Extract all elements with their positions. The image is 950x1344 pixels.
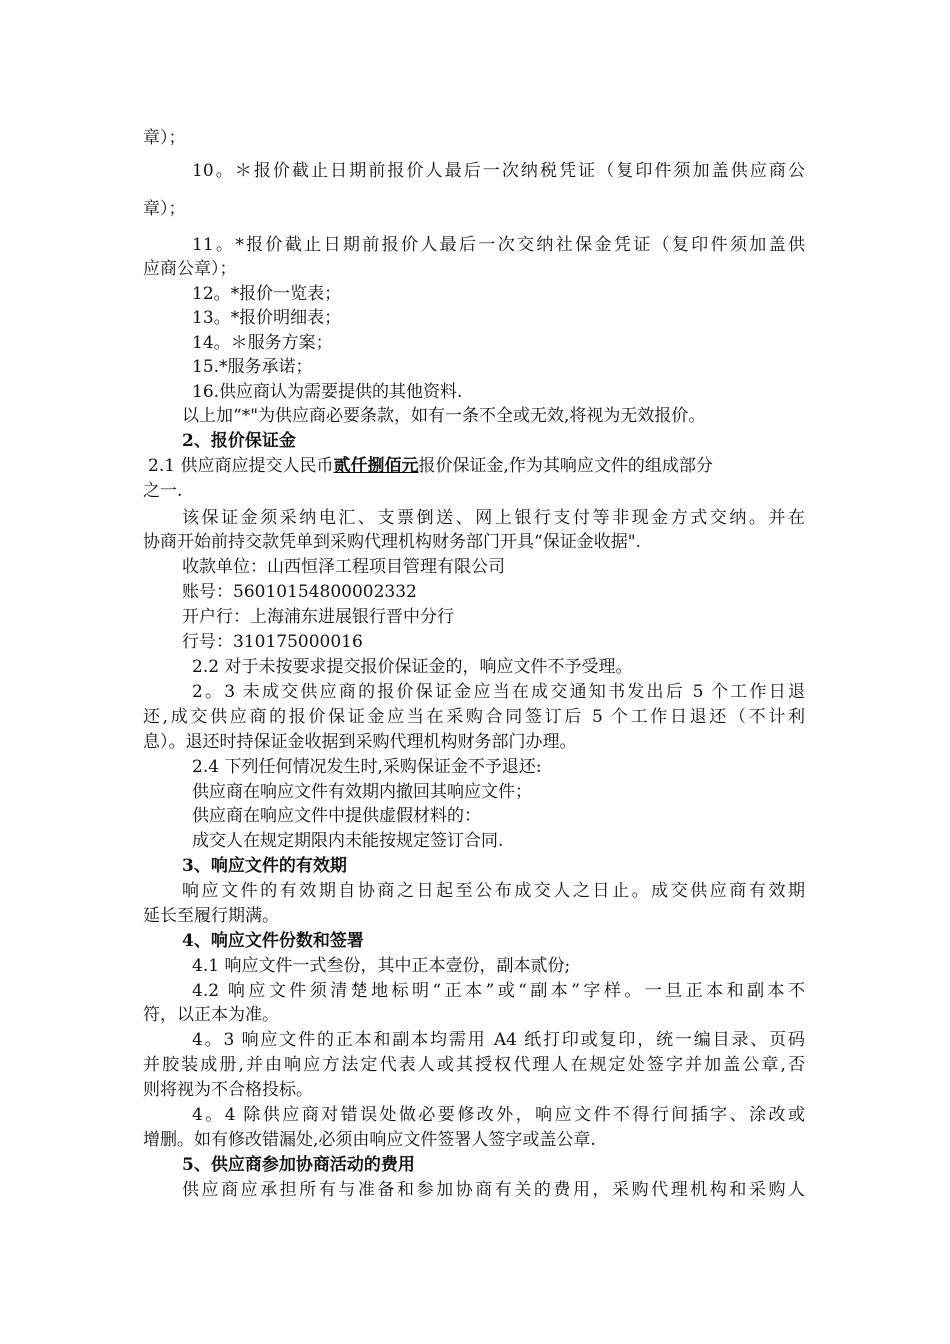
text-line: 息）。退还时持保证金收据到采购代理机构财务部门办理。 <box>143 732 577 752</box>
text-line: 2.4 下列任何情况发生时,采购保证金不予退还: <box>192 757 542 777</box>
text-line: 还,成交供应商的报价保证金应当在采购合同签订后 5 个工作日退还（不计利 <box>143 707 805 727</box>
text-line: 行号：310175000016 <box>182 632 363 652</box>
text-line: 供应商在响应文件中提供虚假材料的： <box>192 806 481 826</box>
text-line: 11。*报价截止日期前报价人最后一次交纳社保金凭证（复印件须加盖供 <box>192 235 805 255</box>
text-line: 4。3 响应文件的正本和副本均需用 A4 纸打印或复印，统一编目录、页码 <box>192 1030 805 1050</box>
text-line: 该保证金须采纳电汇、支票倒送、网上银行支付等非现金方式交纳。并在 <box>182 508 805 528</box>
text-line: 4.1 响应文件一式叁份，其中正本壹份，副本贰份; <box>192 956 571 976</box>
text-fragment: 报价保证金,作为其响应文件的组成部分 <box>418 456 713 476</box>
text-line: 增删。如有修改错漏处,必须由响应文件签署人签字或盖公章. <box>143 1130 596 1150</box>
text-line: 协商开始前持交款凭单到采购代理机构财务部门开具“保证金收据". <box>143 532 641 552</box>
text-line: 15.*服务承诺； <box>192 357 313 377</box>
text-line: 之一. <box>143 481 183 501</box>
text-line: 10。＊报价截止日期前报价人最后一次纳税凭证（复印件须加盖供应商公 <box>192 161 805 181</box>
text-line: 成交人在规定期限内未能按规定签订合同. <box>192 831 504 851</box>
text-line: 应商公章）； <box>143 259 237 279</box>
text-line: 4.2 响应文件须清楚地标明“正本”或“副本”字样。一旦正本和副本不 <box>192 981 805 1001</box>
amount-text: 贰仟捌佰元 <box>333 456 419 476</box>
text-line: 供应商在响应文件有效期内撤回其响应文件； <box>192 782 532 802</box>
text-fragment: 2.1 供应商应提交人民币 <box>148 456 334 476</box>
text-line: 2。3 未成交供应商的报价保证金应当在成交通知书发出后 5 个工作日退 <box>192 682 805 702</box>
text-line: 账号：56010154800002332 <box>182 582 417 602</box>
text-line: 并胶装成册,并由响应方法定代表人或其授权代理人在规定处签字并加盖公章,否 <box>143 1055 805 1075</box>
text-line: 12。*报价一览表； <box>192 284 342 304</box>
text-line: 章）； <box>143 128 186 148</box>
text-line: 章）； <box>143 199 186 219</box>
text-line: 符，以正本为准。 <box>143 1005 279 1025</box>
section-heading: 2、报价保证金 <box>182 431 296 451</box>
text-line: 13。*报价明细表； <box>192 308 342 328</box>
text-line: 延长至履行期满。 <box>143 906 279 926</box>
text-line: 4。4 除供应商对错误处做必要修改外，响应文件不得行间插字、涂改或 <box>192 1105 805 1125</box>
section-heading: 3、响应文件的有效期 <box>182 856 347 876</box>
text-line: 16.供应商认为需要提供的其他资料. <box>192 382 463 402</box>
text-line: 响应文件的有效期自协商之日起至公布成交人之日止。成交供应商有效期 <box>182 881 805 901</box>
section-heading: 5、供应商参加协商活动的费用 <box>182 1155 415 1175</box>
text-line: 以上加“*"为供应商必要条款，如有一条不全或无效,将视为无效报价。 <box>182 406 706 426</box>
text-line: 则将视为不合格投标。 <box>143 1080 313 1100</box>
text-line: 开户行：上海浦东进展银行晋中分行 <box>182 607 454 627</box>
text-line: 2.2 对于未按要求提交报价保证金的，响应文件不予受理。 <box>192 657 633 677</box>
text-line: 供应商应承担所有与准备和参加协商有关的费用，采购代理机构和采购人 <box>182 1180 805 1200</box>
text-line <box>148 455 713 477</box>
section-heading: 4、响应文件份数和签署 <box>182 931 364 951</box>
text-line: 14。＊服务方案； <box>192 333 333 353</box>
text-line: 收款单位：山西恒泽工程项目管理有限公司 <box>182 557 505 577</box>
